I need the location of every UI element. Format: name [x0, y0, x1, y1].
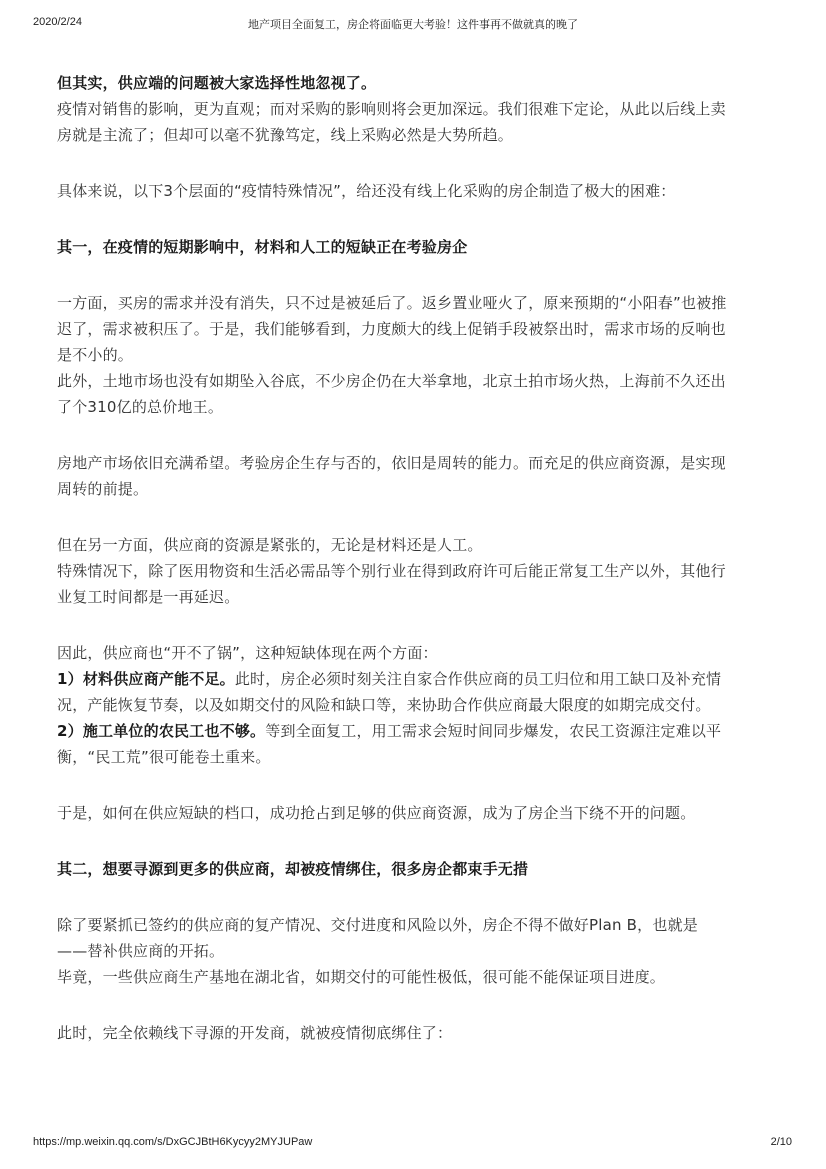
document-title: 地产项目全面复工，房企将面临更大考验！这件事再不做就真的晚了: [248, 19, 578, 31]
paragraph-line: 衡，“民工荒”很可能卷土重来。: [57, 748, 271, 766]
paragraph-line: ——替补供应商的开拓。: [57, 942, 225, 960]
list-item-text: 此时，房企必须时刻关注自家合作供应商的员工归位和用工缺口及补充情: [234, 670, 722, 688]
paragraph-line: 于是，如何在供应短缺的档口，成功抢占到足够的供应商资源，成为了房企当下绕不开的问题。: [57, 804, 696, 822]
paragraph-line: 此时，完全依赖线下寻源的开发商，就被疫情彻底绑住了：: [57, 1024, 453, 1042]
list-item-lead: 2）施工单位的农民工也不够。: [57, 722, 266, 740]
list-item: [57, 718, 777, 744]
paragraph-line: 迟了，需求被积压了。于是，我们能够看到，力度颇大的线上促销手段被祭出时，需求市场的反响也: [57, 320, 726, 338]
section-heading: 但其实，供应端的问题被大家选择性地忽视了。: [57, 74, 377, 92]
paragraph-line: 房就是主流了；但却可以毫不犹豫笃定，线上采购必然是大势所趋。: [57, 126, 514, 144]
source-url[interactable]: https://mp.weixin.qq.com/s/DxGCJBtH6Kycyy2MYJUPaw: [33, 1136, 313, 1148]
paragraph-line: 毕竟，一些供应商生产基地在湖北省，如期交付的可能性极低，很可能不能保证项目进度。: [57, 968, 666, 986]
paragraph-line: 特殊情况下，除了医用物资和生活必需品等个别行业在得到政府许可后能正常复工生产以外，其他行: [57, 562, 726, 580]
section-heading: 其二，想要寻源到更多的供应商，却被疫情绑住，很多房企都束手无措: [57, 860, 529, 878]
paragraph-line: 业复工时间都是一再延迟。: [57, 588, 240, 606]
section-heading: 其一，在疫情的短期影响中，材料和人工的短缺正在考验房企: [57, 238, 468, 256]
paragraph-line: 具体来说，以下3个层面的“疫情特殊情况”，给还没有线上化采购的房企制造了极大的困难：: [57, 182, 676, 200]
list-item-lead: 1）材料供应商产能不足。: [57, 670, 235, 688]
paragraph-line: 但在另一方面，供应商的资源是紧张的，无论是材料还是人工。: [57, 536, 483, 554]
paragraph-line: 一方面，买房的需求并没有消失，只不过是被延后了。返乡置业哑火了，原来预期的“小阳春”也被推: [57, 294, 727, 312]
print-date: 2020/2/24: [33, 16, 82, 28]
list-item-text: 等到全面复工，用工需求会短时间同步爆发，农民工资源注定难以平: [265, 722, 722, 740]
paragraph-line: 因此，供应商也“开不了锅”，这种短缺体现在两个方面：: [57, 644, 438, 662]
list-item: [57, 666, 777, 692]
paragraph-line: 疫情对销售的影响，更为直观；而对采购的影响则将会更加深远。我们很难下定论，从此以后线上卖: [57, 100, 726, 118]
paragraph-line: 况，产能恢复节奏，以及如期交付的风险和缺口等，来协助合作供应商最大限度的如期完成交付。: [57, 696, 711, 714]
paragraph-line: 房地产市场依旧充满希望。考验房企生存与否的，依旧是周转的能力。而充足的供应商资源，是实现: [57, 454, 726, 472]
paragraph-line: 周转的前提。: [57, 480, 149, 498]
paragraph-line: 此外，土地市场也没有如期坠入谷底，不少房企仍在大举拿地，北京土拍市场火热，上海前不久还出: [57, 372, 726, 390]
paragraph-line: 除了要紧抓已签约的供应商的复产情况、交付进度和风险以外，房企不得不做好Plan B，也就是: [57, 916, 698, 934]
article-body: [57, 70, 777, 1046]
page-number: 2/10: [770, 1136, 792, 1148]
paragraph-line: 是不小的。: [57, 346, 134, 364]
paragraph-line: 了个310亿的总价地王。: [57, 398, 224, 416]
